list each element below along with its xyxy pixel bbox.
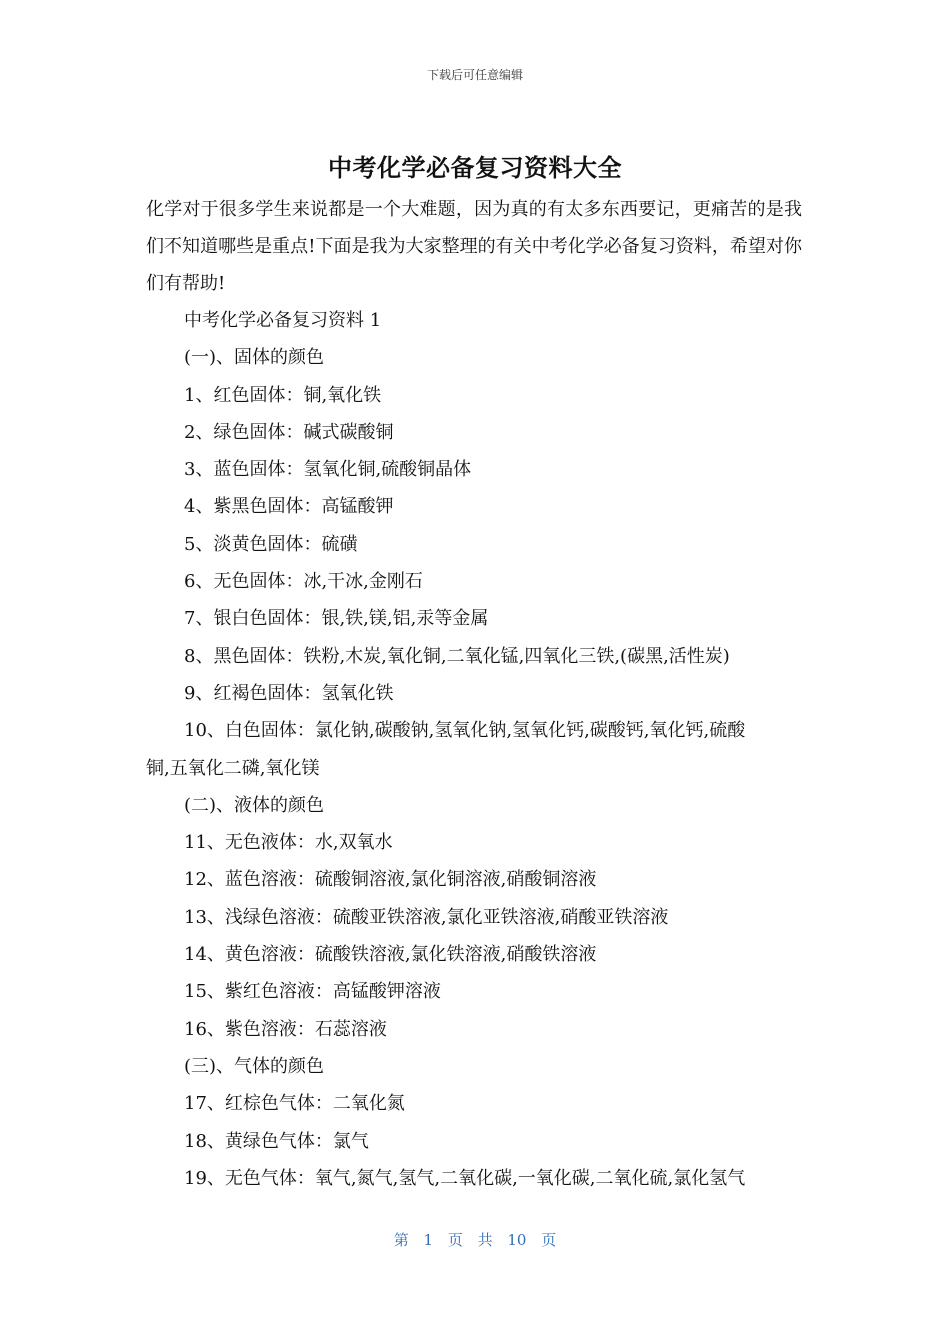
list-item: 17、红棕色气体：二氧化氮 xyxy=(184,1093,405,1115)
list-item: 5、淡黄色固体：硫磺 xyxy=(184,533,358,555)
list-item: 7、银白色固体：银,铁,镁,铝,汞等金属 xyxy=(184,608,489,630)
list-item: 11、无色液体：水,双氧水 xyxy=(184,832,393,854)
list-item: 14、黄色溶液：硫酸铁溶液,氯化铁溶液,硝酸铁溶液 xyxy=(184,944,597,966)
list-item: 3、蓝色固体：氢氧化铜,硫酸铜晶体 xyxy=(184,459,472,481)
list-item: 8、黑色固体：铁粉,木炭,氧化铜,二氧化锰,四氧化三铁,(碳黑,活性炭) xyxy=(184,645,730,667)
list-item: 9、红褐色固体：氢氧化铁 xyxy=(184,682,394,704)
list-item: 6、无色固体：冰,干冰,金刚石 xyxy=(184,571,423,593)
list-item-text: 10、白色固体：氯化钠,碳酸钠,氢氧化钠,氢氧化钙,碳酸钙,氧化钙,硫酸 xyxy=(184,720,746,742)
subsection-heading-gas: (三)、气体的颜色 xyxy=(184,1055,325,1077)
intro-paragraph: 化学对于很多学生来说都是一个大难题，因为真的有太多东西要记，更痛苦的是我们不知道哪些是重点!下面是我为大家整理的有关中考化学必备复习资料，希望对你们有帮助! xyxy=(146,199,802,294)
list-item: 1、红色固体：铜,氧化铁 xyxy=(184,384,382,406)
list-item: 15、紫红色溶液：高锰酸钾溶液 xyxy=(184,981,441,1003)
list-item: 18、黄绿色气体：氯气 xyxy=(184,1130,369,1152)
list-item: 4、紫黑色固体：高锰酸钾 xyxy=(184,496,394,518)
list-item-wrapped xyxy=(146,712,802,787)
page-header: 下载后可任意编辑 xyxy=(426,68,523,82)
subsection-heading-liquid: (二)、液体的颜色 xyxy=(184,794,325,816)
document-title: 中考化学必备复习资料大全 xyxy=(328,154,622,182)
subsection-heading-solid: (一)、固体的颜色 xyxy=(184,347,325,369)
list-item: 2、绿色固体：碱式碳酸铜 xyxy=(184,421,394,443)
list-item-continuation: 铜,五氧化二磷,氧化镁 xyxy=(146,757,320,779)
list-item: 19、无色气体：氧气,氮气,氢气,二氧化碳,一氧化碳,二氧化硫,氯化氢气 xyxy=(184,1167,746,1189)
list-item: 16、紫色溶液：石蕊溶液 xyxy=(184,1018,387,1040)
section-heading: 中考化学必备复习资料 1 xyxy=(184,310,382,331)
list-item: 12、蓝色溶液：硫酸铜溶液,氯化铜溶液,硝酸铜溶液 xyxy=(184,869,597,891)
page-footer: 第 1 页 共 10 页 xyxy=(393,1231,557,1249)
content-list xyxy=(146,302,802,1197)
list-item: 13、浅绿色溶液：硫酸亚铁溶液,氯化亚铁溶液,硝酸亚铁溶液 xyxy=(184,906,669,928)
